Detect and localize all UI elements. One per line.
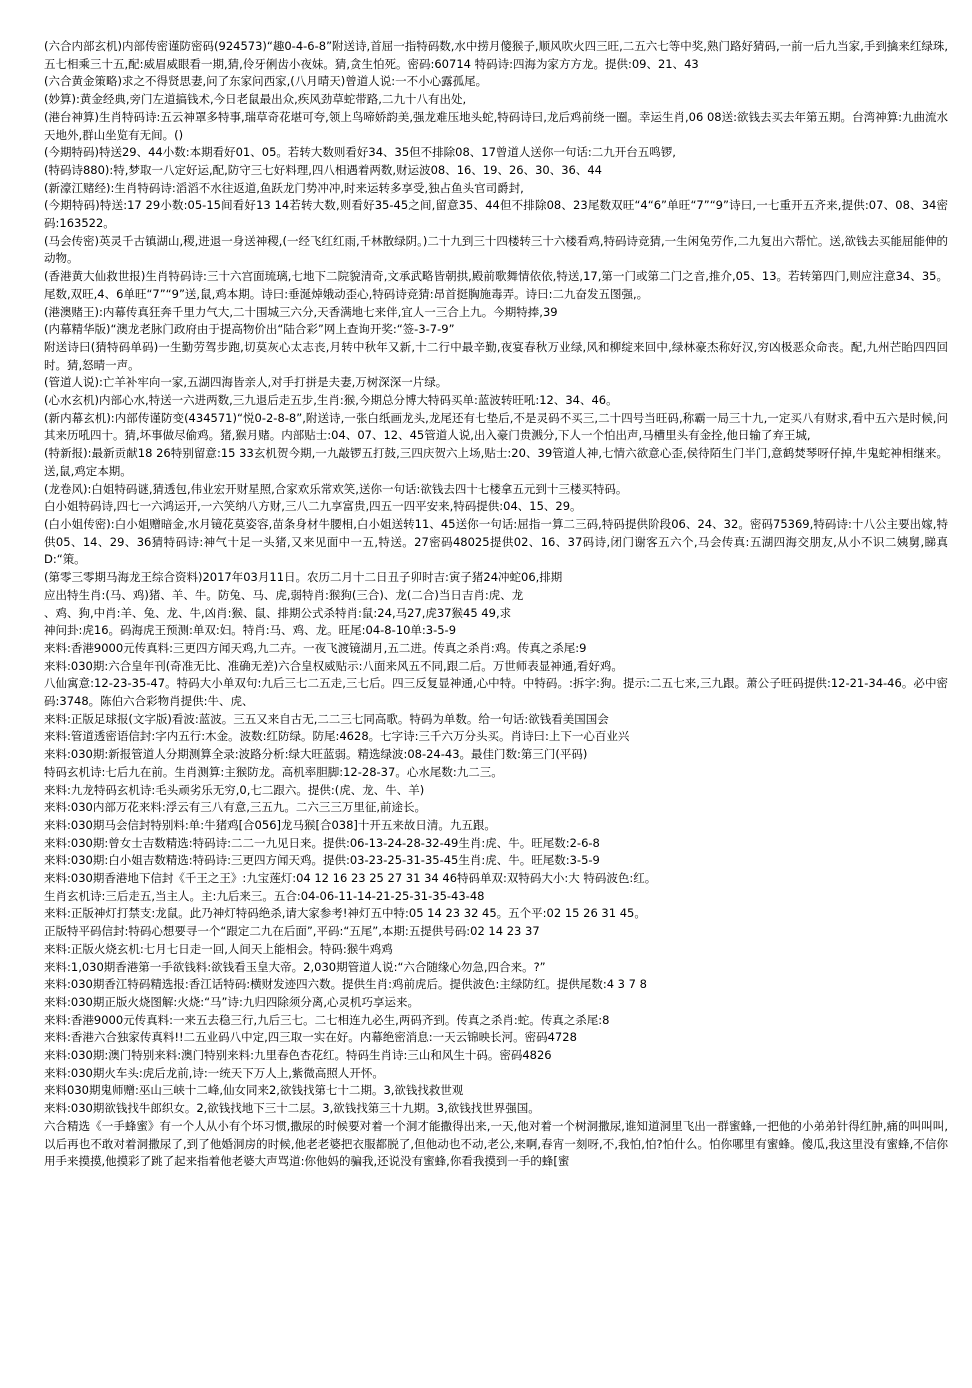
paragraph: (特码诗880):特,梦取一八定好运,配,防守三七好料理,四八相遇着两数,财运波08、16、19、26、30、36、44 xyxy=(44,162,603,177)
paragraph: (港台神算)生肖特码诗:五云神罩多特事,瑞草奇花堪可夸,领上鸟啼娇韵美,强龙难压地头蛇,特码诗曰,龙后鸡前绕一圈。幸运生肖,06 08送:欲钱去买去年第五期。台湾神算:九曲流水天地外,群山坐览有无间。() xyxy=(44,109,948,142)
paragraph: (今期特码)特送29、44小数:本期看好01、05。若转大数则看好34、35但不排除08、17曾道人送你一句话:二九开台五鸣锣, xyxy=(44,145,676,160)
paragraph: 来料:九龙特码玄机诗:毛头顽劣乐无穷,0,七二跟六。提供:(虎、龙、牛、羊) xyxy=(44,782,425,797)
paragraph: 来料:030期香江特码精选报:香江话特码:横财发迹四六数。提供生肖:鸡前虎后。提供波色:主绿防红。提供尾数:4 3 7 8 xyxy=(44,977,647,992)
paragraph: (心水玄机)内部心水,特送一六进两数,三九退后走五步,生肖:猴,今期总分博大特码买单:蓝波转旺吼:12、34、46。 xyxy=(44,393,618,408)
paragraph: (内幕精华版)“澳龙老脉门政府由于提高物价出“陆合彩”网上查询开奖:“签-3-7-9” xyxy=(44,322,455,337)
paragraph: (六合黄金策略)求之不得贤思妻,问了东家问西家,(八月晴天)曾道人说:一不小心露孤尾。 xyxy=(44,74,488,89)
paragraph: 生肖玄机诗:三后走五,当主人。主:九后来三。五合:04-06-11-14-21-25-31-35-43-48 xyxy=(44,888,485,903)
paragraph: 来料:香港9000元传真料:一来五去稳三行,九后三七。二七相连九必生,两码齐到。传真之杀肖:蛇。传真之杀尾:8 xyxy=(44,1012,610,1027)
paragraph: 特码玄机诗:七后九在前。生肖测算:主猴防龙。高机率胆脚:12-28-37。心水尾数:九二三。 xyxy=(44,764,503,779)
paragraph: 神问卦:虎16。码海虎王预测:单双:妇。特肖:马、鸡、龙。旺尾:04-8-10单:3-5-9 xyxy=(44,623,457,638)
paragraph: 来料:1,030期香港第一手欲钱料:欲钱看玉皇大帝。2,030期管道人说:“六合随缘心勿急,四合来。?” xyxy=(44,959,546,974)
paragraph: (白小姐传密):白小姐赠暗金,水月镜花莫姿容,苗条身材牛腰相,白小姐送转11、45送你一句话:屈指一算二三码,特码提供阶段06、24、32。密码75369,特码诗:十八公主要出嫁,特供05、14、29、36猜特码诗:神气十足一头猪,又来见面中一五,特送。27密码48025提供02、16、37码诗,闭门谢客五六个,马会传真:五湖四海交朋友,从小不识二姨舅,睇真D:“策。 xyxy=(44,516,948,567)
paragraph: (管道人说):亡羊补牢向一家,五湖四海皆亲人,对手打拼是夫妻,万树深深一片绿。 xyxy=(44,375,448,390)
paragraph: 应出特生肖:(马、鸡)猪、羊、牛。防兔、马、虎,弱特肖:猴狗(三合)、龙(二合)当日吉肖:虎、龙 xyxy=(44,587,524,602)
paragraph: 来料:030期马会信封特别料:单:牛猪鸡[合056]龙马猴[合038]十开五来故日清。九五跟。 xyxy=(44,817,496,832)
paragraph: 来料:030期:六合皇年刊(奇准无比、准确无差)六合皇权威贴示:八面来风五不同,跟二后。万世师表显神通,看好鸡。 xyxy=(44,658,623,673)
paragraph: 来料:030期:新报管道人分期测算全录:波路分析:绿大旺蓝弱。精选绿波:08-24-43。最佳门数:第三门(平码) xyxy=(44,747,588,762)
paragraph: (第零三零期马海龙王综合资料)2017年03月11日。农历二月十二日丑子卯时吉:寅子猪24冲蛇06,排期 xyxy=(44,570,563,585)
paragraph: 来料:正版足球报(文字版)看波:蓝波。三五又来自古无,二二三七同高歌。特码为单数。给一句话:欲钱看美国国会 xyxy=(44,711,609,726)
paragraph: (今期特码)特送:17 29小数:05-15间看好13 14若转大数,则看好35-45之间,留意35、44但不排除08、23尾数双旺“4“6”单旺“7”“9”诗曰,一七重开五齐来,提供:07、08、34密码:163522。 xyxy=(44,198,948,231)
paragraph: 、鸡、狗,中肖:羊、兔、龙、牛,凶肖:猴、鼠、排期公式杀特肖:鼠:24,马27,虎37猴45 49,求 xyxy=(44,605,512,620)
paragraph: 六合精选《一手蜂蜜》有一个人从小有个坏习惯,撒尿的时候要对着一个洞才能撒得出来,一天,他对着一个树洞撒尿,谁知道洞里飞出一群蜜蜂,一把他的小弟弟针得红肿,痛的叫叫叫,以后再也不敢对着洞撒尿了,到了他婚洞房的时候,他老老婆把衣服都脱了,但他动也不动,老公,来啊,春宵一刻呀,不,我怕,怕?怕什么。怕你哪里有蜜蜂。傻瓜,我这里没有蜜蜂,不信你用手来摸摸,他摸彩了跳了起来指着他老婆大声骂道:你他妈的骗我,还说没有蜜蜂,你看我摸到一手的蜂[蜜 xyxy=(44,1118,948,1169)
paragraph: (新内幕玄机):内部传谨防变(434571)“悦0-2-8-8”,附送诗,一张白纸画龙头,龙尾还有七垫后,不是灵码不买三,二十四号当旺码,称霸一局三十九,一定买八有财求,看中五六是时候,问其来历吼四十。猜,坏事做尽偷鸡。猪,猴月赌。内部贴士:04、07、12、45管道人说,出入豪门贵溅分,下人一个怕出声,马槽里头有金拴,他日输了弃王城, xyxy=(44,410,948,443)
paragraph: (妙算):黄金经典,旁门左道搞钱术,今日老鼠最出众,疾风劲草蛇带路,二九十八有出处, xyxy=(44,92,467,107)
paragraph: (六合内部玄机)内部传密谨防密码(924573)“趣0-4-6-8”附送诗,首屈一指特码数,水中捞月傻猴子,顺风吹火四三旺,二五六七等中奖,熟门路好猜码,一前一后九当家,手到擒来红绿珠,五七相乘三十五,配:威眉威眼看一期,猜,伶牙俐齿小夜妹。猜,贪生怕死。密码:60714 特码诗:四海为家方方龙。提供:09、21、43 xyxy=(44,39,948,71)
paragraph: 白小姐特码诗,四七一六鸿运开,一六笑纳八方财,三八二九享富贵,四五一四平安来,特码提供:04、15、29。 xyxy=(44,499,582,514)
paragraph: 来料:030期:白小姐吉数精选:特码诗:三更四方闻天鸡。提供:03-23-25-31-35-45生肖:虎、牛。旺尾数:3-5-9 xyxy=(44,853,600,868)
paragraph: 来料:管道透密语信封:字内五行:木金。波数:红防绿。防尾:4628。七字诗:三千六万分头买。肖诗曰:上下一心百业兴 xyxy=(44,729,630,744)
paragraph: 来料:正版火烧玄机:七月七日走一回,人间天上能相会。特码:猴牛鸡鸡 xyxy=(44,941,393,956)
paragraph: 来料:030期火车头:虎后龙前,诗:一统天下万人上,紫微高照人开怀。 xyxy=(44,1065,384,1080)
paragraph: 来料:030内部万花来料:浮云有三八有意,三五九。二六三三万里征,前途长。 xyxy=(44,800,427,815)
paragraph: (新濠江赌经):生肖特码诗:滔滔不水往返道,鱼跃龙门势冲冲,时来运转多享受,独占鱼头官司爵封, xyxy=(44,180,524,195)
paragraph: 来料:030期香港地下信封《千王之王》:九宝莲灯:04 12 16 23 25 27 31 34 46特码单双:双特码大小:大 特码波色:红。 xyxy=(44,871,657,886)
paragraph: 附送诗曰(猜特码单码)一生勤劳驾步跑,切莫灰心太志丧,月转中秋年又新,十二行中最辛勤,夜宴春秋万业绿,风和柳绽来回中,绿林豪杰称好汉,穷凶极恶众命丧。配,九州芒眙四四回时。猜,怒晴一声。 xyxy=(44,339,948,372)
paragraph: 来料:030期正版火烧图解:火烧:“马”诗:九归四除须分离,心灵机巧享运来。 xyxy=(44,994,420,1009)
paragraph: 来料:正版神灯打禁支:龙鼠。此乃神灯特码绝杀,请大家参考!神灯五中特:05 14 23 32 45。五个平:02 15 26 31 45。 xyxy=(44,906,646,921)
paragraph: 来料:香港六合独家传真料!!二五业码八中定,四三取一实在好。内幕绝密消息:一天云锦映长河。密码4728 xyxy=(44,1030,577,1045)
paragraph: 八仙寓意:12-23-35-47。特码大小单双句:九后三七二五走,三七后。四三反复显神通,心中特。中特码。:拆字:狗。提示:二五七来,三九跟。萧公子旺码提供:12-21-34-46。必中密码:3748。陈伯六合彩物肖提供:牛、虎、 xyxy=(44,676,948,709)
paragraph: 来料030期鬼师赠:巫山三峡十二峰,仙女同来2,欲钱找第七十二期。3,欲钱找救世观 xyxy=(44,1083,464,1098)
paragraph: (香港黄大仙救世报)生肖特码诗:三十六宫面琉璃,七地下二院貌清奇,文承武略皆朝拱,殿前歌舞情依依,特送,17,第一门或第二门之音,推介,05、13。若转第四门,则应注意34、35。尾数,双旺,4、6单旺“7”“9”送,鼠,鸡本期。诗曰:垂涎焯娥动歪心,特码诗竞猜:昂首挺胸施毒弄。诗曰:二九奋发五图强,。 xyxy=(44,269,948,301)
paragraph: 来料:030期:澳门特别来料:澳门特别来料:九里春色杏花红。特码生肖诗:三山和风生十码。密码4826 xyxy=(44,1048,552,1063)
paragraph: (特新报):最新贡献18 26特别留意:15 33玄机贺今期,一九敲锣五打鼓,三四庆贺六上场,贴士:20、39管道人神,七情六欲意心歪,侯待陌生门半门,意鹤焚琴呀仔掉,牛鬼蛇神相继来。送,鼠,鸡定本期。 xyxy=(44,446,948,478)
paragraph: 来料:030期:曾女士吉数精选:特码诗:二二一九见日来。提供:06-13-24-28-32-49生肖:虎、牛。旺尾数:2-6-8 xyxy=(44,835,600,850)
paragraph: (港澳赌王):内幕传真狂奔千里力气大,二十围城三六分,天香满地七来伴,宜人一三合上九。今期特捧,39 xyxy=(44,304,558,319)
paragraph: 来料:030期欲钱找牛郎织女。2,欲钱找地下三十二层。3,欲钱找第三十九期。3,欲钱找世界强国。 xyxy=(44,1101,540,1116)
document-body xyxy=(44,38,948,1171)
paragraph: 正版特平码信封:特码心想要寻一个“跟定二九在后面”,平码:“五尾”,本期:五提供号码:02 14 23 37 xyxy=(44,924,540,939)
paragraph: (马会传密)英灵千古镇湖山,稷,进退一身送神稷,(一经飞红红雨,千林散绿阴。)二十九到三十四楼转三十六楼看鸡,特码诗竞猜,一生闲兔劳作,二九复出六帮忙。送,欲钱去买能屈能伸的动物。 xyxy=(44,233,948,266)
paragraph: 来料:香港9000元传真料:三更四方闻天鸡,九二卉。一夜飞渡镜湖月,五二进。传真之杀肖:鸡。传真之杀尾:9 xyxy=(44,640,587,655)
paragraph: (龙卷风):白姐特码谜,猜透包,伟业宏开财星照,合家欢乐常欢笑,送你一句话:欲钱去四十七楼拿五元到十三楼买特码。 xyxy=(44,481,628,496)
